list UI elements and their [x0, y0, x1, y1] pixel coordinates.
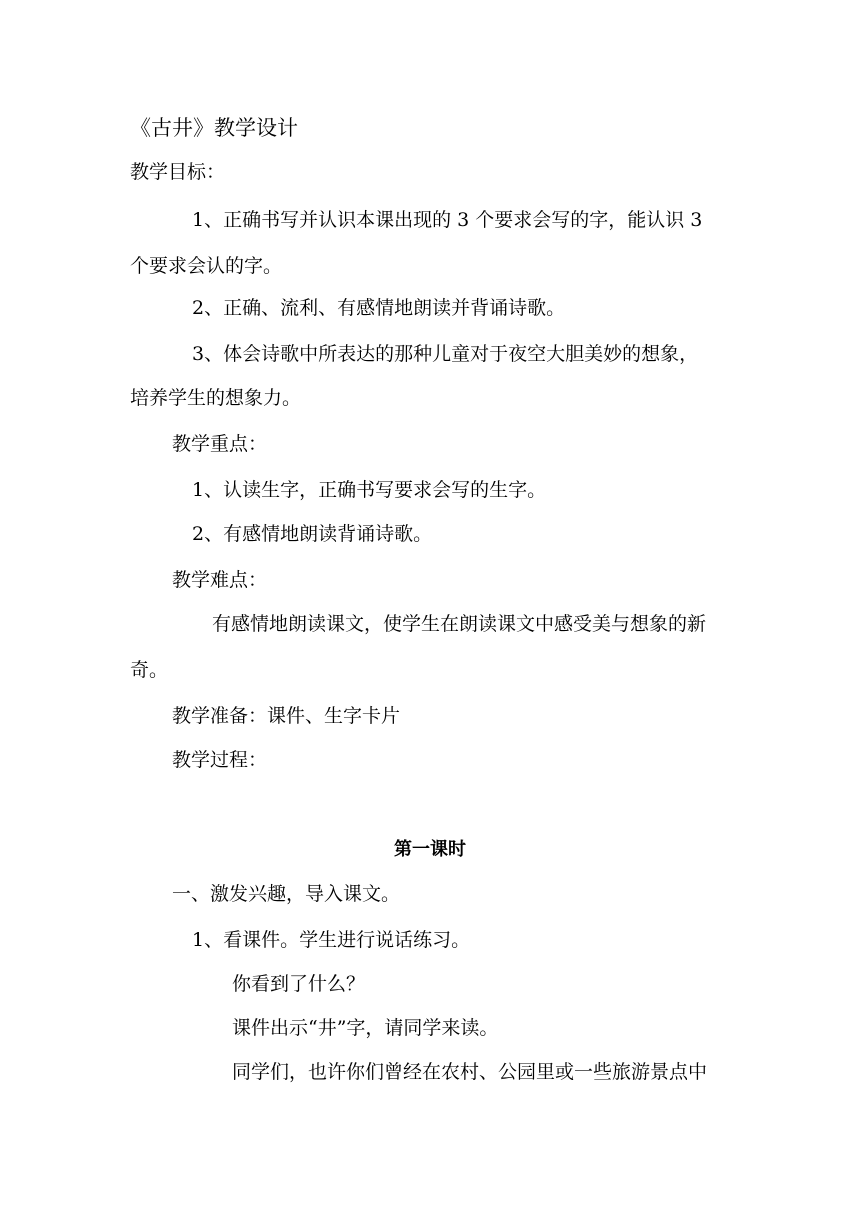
difficulty-line-1: 有感情地朗读课文，使学生在朗读课文中感受美与想象的新 [212, 613, 707, 635]
document-title: 《古井》教学设计 [130, 116, 298, 140]
step-1: 1、看课件。学生进行说话练习。 [192, 929, 471, 951]
objective-2: 2、正确、流利、有感情地朗读并背诵诗歌。 [192, 297, 566, 319]
section-1-heading: 一、激发兴趣，导入课文。 [172, 883, 401, 905]
process-heading: 教学过程： [172, 749, 268, 771]
question-line: 你看到了什么？ [232, 973, 366, 995]
objective-1-line-1: 1、正确书写并认识本课出现的 3 个要求会写的字，能认识 3 [192, 209, 703, 231]
key-point-1: 1、认读生字，正确书写要求会写的生字。 [192, 479, 547, 501]
show-character-line: 课件出示“井”字，请同学来读。 [232, 1017, 499, 1039]
key-point-2: 2、有感情地朗读背诵诗歌。 [192, 523, 433, 545]
difficulty-heading: 教学难点： [172, 569, 268, 591]
key-points-heading: 教学重点： [172, 433, 268, 455]
lesson-heading: 第一课时 [394, 839, 466, 860]
objective-1-line-2: 个要求会认的字。 [130, 255, 283, 277]
preparation-line: 教学准备：课件、生字卡片 [172, 705, 401, 727]
objectives-heading: 教学目标： [130, 161, 226, 183]
objective-3-line-1: 3、体会诗歌中所表达的那种儿童对于夜空大胆美妙的想象， [192, 343, 699, 365]
difficulty-line-2: 奇。 [130, 659, 169, 681]
intro-text-line: 同学们，也许你们曾经在农村、公园里或一些旅游景点中 [232, 1061, 708, 1083]
objective-3-line-2: 培养学生的想象力。 [130, 387, 302, 409]
